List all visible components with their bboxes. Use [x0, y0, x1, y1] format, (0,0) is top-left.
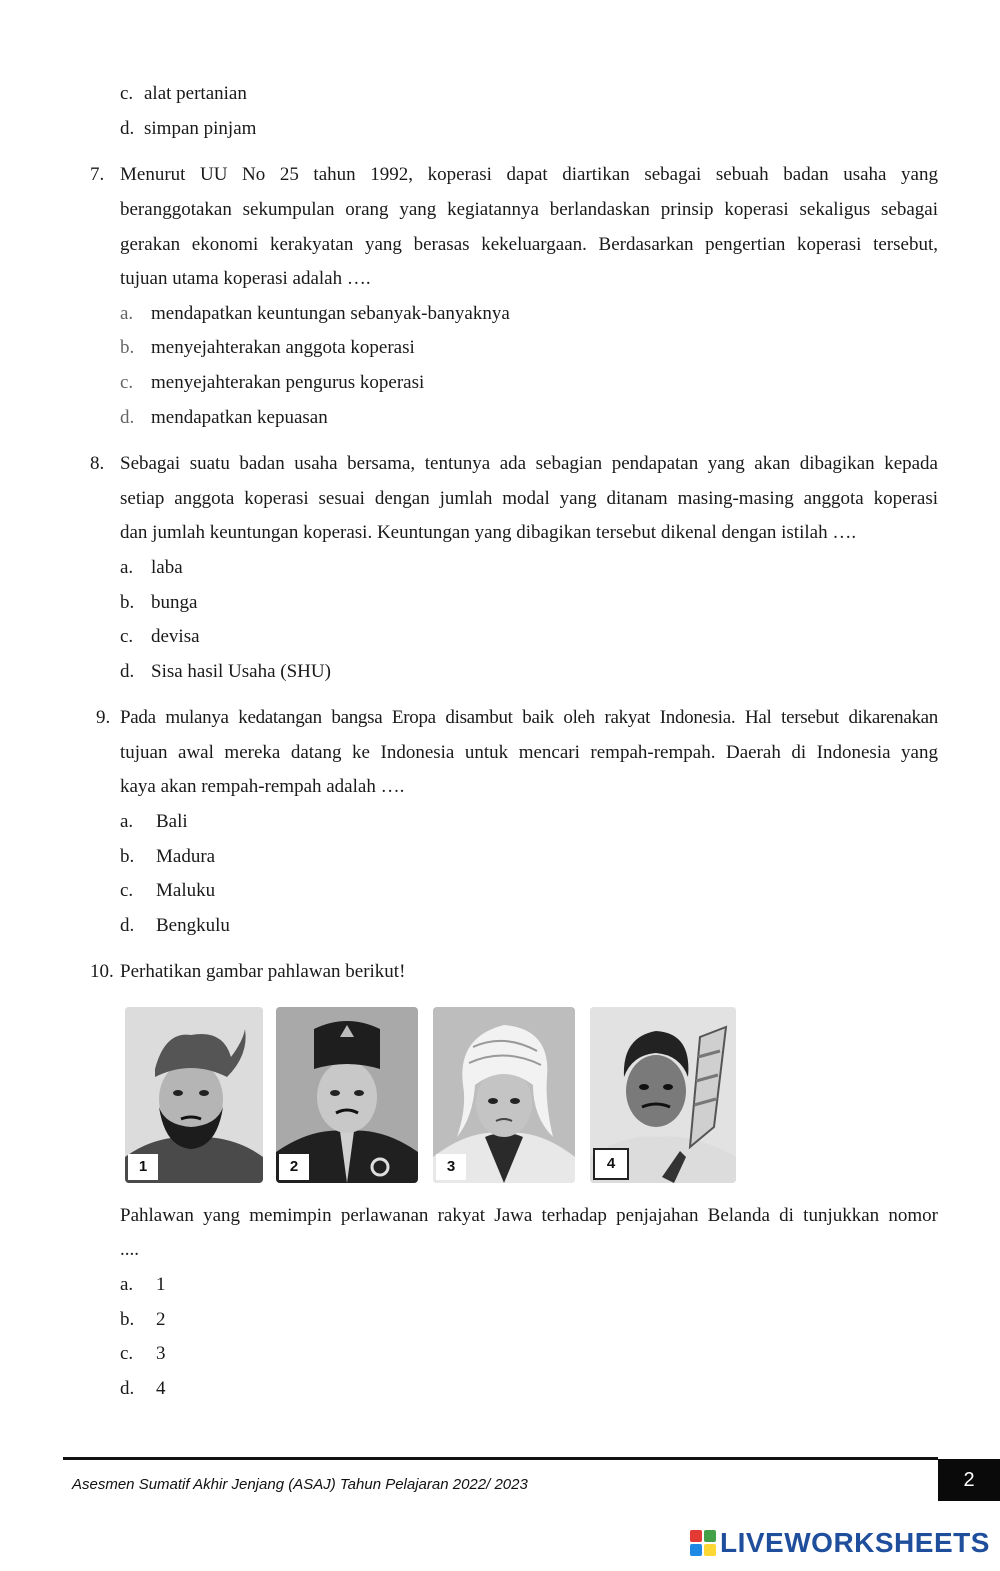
liveworksheets-logo: [690, 1525, 990, 1561]
q10-question-line-1: Pahlawan yang memimpin perlawanan rakyat Jawa terhadap penjajahan Belanda di tunjukkan nomor: [120, 1205, 938, 1226]
hero-portrait-1: [125, 1007, 263, 1183]
hero-portrait-3: [433, 1007, 575, 1183]
q8-line-2: setiap anggota koperasi sesuai dengan jumlah modal yang ditanam masing-masing anggota koperasi: [120, 488, 938, 509]
footer-divider: [63, 1457, 938, 1460]
footer-title: Asesmen Sumatif Akhir Jenjang (ASAJ) Tahun Pelajaran 2022/ 2023: [72, 1476, 528, 1493]
q7-option-c: c. menyejahterakan pengurus koperasi: [120, 372, 425, 393]
hero-label-2: 2: [279, 1154, 309, 1180]
q6-option-d: d. simpan pinjam: [120, 118, 257, 139]
q7-option-b: b. menyejahterakan anggota koperasi: [120, 337, 415, 358]
q10-option-d: d. 4: [120, 1378, 166, 1399]
q9-line-2: tujuan awal mereka datang ke Indonesia untuk mencari rempah-rempah. Daerah di Indonesia yang: [120, 742, 938, 763]
q7-line-4: tujuan utama koperasi adalah ….: [120, 268, 371, 289]
q7-line-1: Menurut UU No 25 tahun 1992, koperasi dapat diartikan sebagai sebuah badan usaha yang: [120, 164, 938, 185]
q7-number: 7.: [90, 164, 105, 185]
liveworksheets-grid-icon: [690, 1530, 716, 1556]
hero-portrait-2: [276, 1007, 418, 1183]
q9-number: 9.: [96, 707, 111, 728]
q9-option-b: b. Madura: [120, 846, 216, 867]
liveworksheets-text: LIVEWORKSHEETS: [720, 1527, 990, 1558]
q8-option-c: c. devisa: [120, 626, 200, 647]
q10-prompt: Perhatikan gambar pahlawan berikut!: [120, 961, 406, 982]
q7-line-3: gerakan ekonomi kerakyatan yang berasas kekeluargaan. Berdasarkan pengertian koperasi tersebut,: [120, 234, 938, 255]
q8-option-b: b. bunga: [120, 592, 198, 613]
q8-number: 8.: [90, 453, 105, 474]
q10-option-b: b. 2: [120, 1309, 166, 1330]
hero-label-3: 3: [436, 1154, 466, 1180]
q9-line-1: Pada mulanya kedatangan bangsa Eropa disambut baik oleh rakyat Indonesia. Hal tersebut dikarenakan: [120, 707, 938, 728]
q7-option-d: d. mendapatkan kepuasan: [120, 407, 328, 428]
q6-option-c: c. alat pertanian: [120, 83, 247, 104]
q10-option-c: c. 3: [120, 1343, 166, 1364]
q7-option-a: a. mendapatkan keuntungan sebanyak-banyaknya: [120, 303, 510, 324]
q7-line-2: beranggotakan sekumpulan orang yang kegiatannya berlandaskan prinsip koperasi sekaligus sebagai: [120, 199, 938, 220]
q9-line-3: kaya akan rempah-rempah adalah ….: [120, 776, 405, 797]
q10-option-a: a. 1: [120, 1274, 166, 1295]
hero-label-4: 4: [593, 1148, 629, 1180]
page-number: 2: [938, 1459, 1000, 1501]
hero-label-1: 1: [128, 1154, 158, 1180]
q10-number: 10.: [90, 961, 114, 982]
q9-option-c: c. Maluku: [120, 880, 216, 901]
q8-line-3: dan jumlah keuntungan koperasi. Keuntungan yang dibagikan tersebut dikenal dengan istilah ….: [120, 522, 857, 543]
hero-portrait-4: [590, 1007, 736, 1183]
q9-option-a: a. Bali: [120, 811, 188, 832]
q8-line-1: Sebagai suatu badan usaha bersama, tentunya ada sebagian pendapatan yang akan dibagikan kepada: [120, 453, 938, 474]
q10-question-line-2: ....: [120, 1239, 139, 1260]
q9-option-d: d. Bengkulu: [120, 915, 230, 936]
q8-option-d: d. Sisa hasil Usaha (SHU): [120, 661, 331, 682]
q8-option-a: a. laba: [120, 557, 183, 578]
